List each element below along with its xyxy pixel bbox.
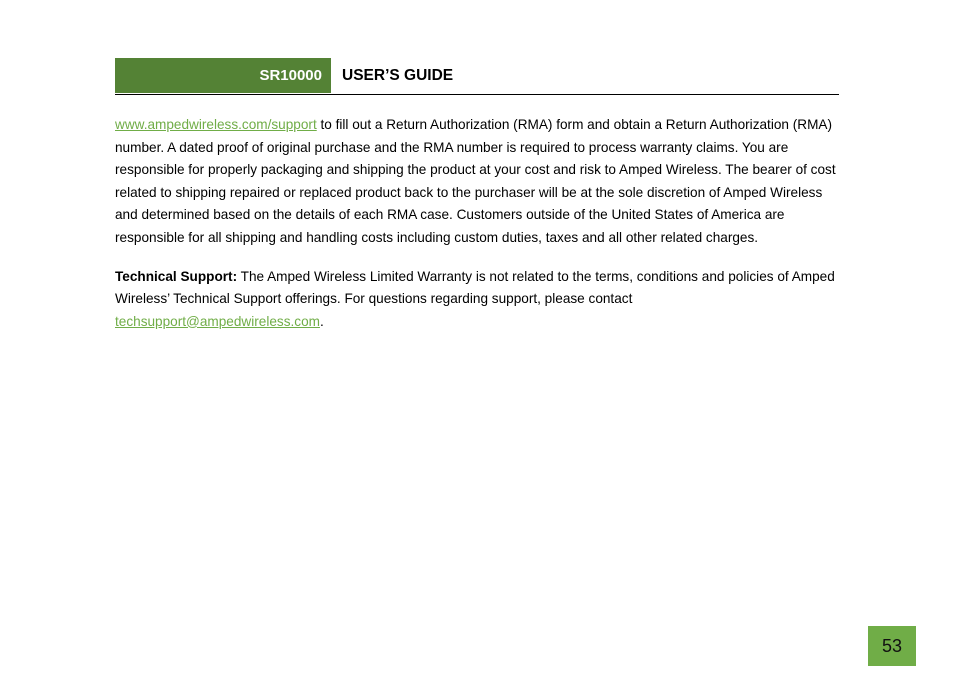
rma-paragraph [115,114,841,250]
support-link[interactable]: www.ampedwireless.com/support [115,117,317,132]
document-body [115,114,841,333]
tech-support-label: Technical Support: [115,268,238,284]
tech-support-paragraph [115,266,841,334]
tech-support-text: The Amped Wireless Limited Warranty is not related to the terms, conditions and policies of Amped Wireless’ Technical Support offerings. For questions regarding support, please contact [115,268,835,307]
model-name: SR10000 [259,67,322,84]
tech-support-period: . [319,313,324,329]
rma-paragraph-text: to fill out a Return Authorization (RMA) form and obtain a Return Authorization (RMA) number. A dated proof of original purchase and the RMA number is required to process warranty claims. You are responsible for properly packaging and shipping the product at your cost and risk to Amped Wireless. The bearer of cost related to shipping repaired or replaced product back to the purchaser will be at the sole discretion of Amped Wireless and determined based on the details of each RMA case. Customers outside of the United States of America are responsible for all shipping and handling costs including custom duties, taxes and all other related charges. [115,117,836,245]
page-number: 53 [881,635,903,656]
guide-title: USER’S GUIDE [342,66,454,84]
page-header [115,58,839,95]
tech-support-email-link[interactable]: techsupport@ampedwireless.com [115,313,320,329]
page-number-badge [868,626,916,666]
header-model-box [115,58,331,93]
